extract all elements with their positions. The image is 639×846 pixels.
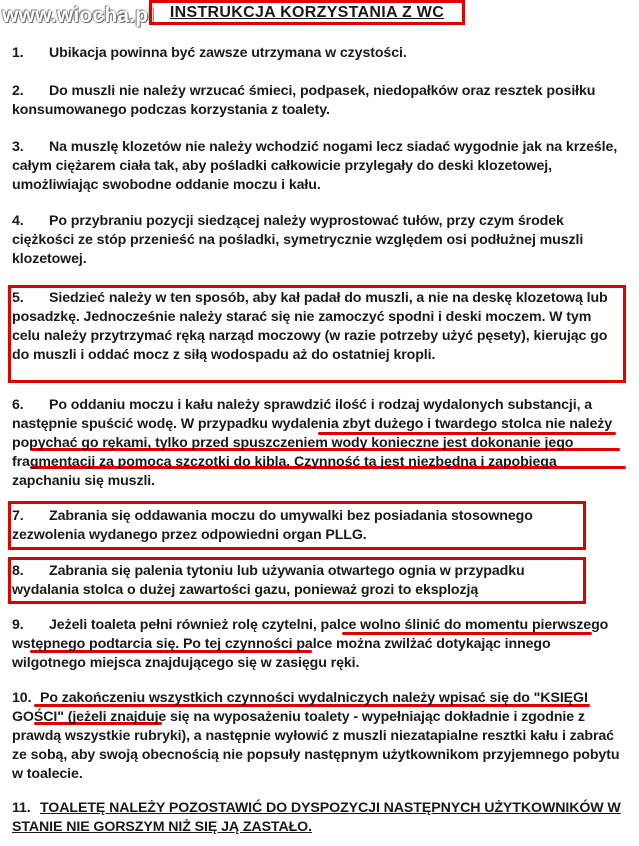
rule-text: Na muszlę klozetów nie należy wchodzić nogami lecz siadać wygodnie jak na krześle, całym ciężarem ciała tak, aby pośladki całkowicie przylegały do deski klozetowej, umożliwiając swobodne oddanie moczu i kału. [12,139,618,193]
rule-number: 8. [12,563,24,579]
rule-number: 10. [12,690,32,706]
rule-item-3 [12,138,624,195]
rule-item-8 [12,562,578,600]
document-title: INSTRUKCJA KORZYSTANIA Z WC [149,0,465,25]
rule-text: Zabrania się oddawania moczu do umywalki bez posiadania stosownego zezwolenia wydanego przez odpowiedni organ PLLG. [12,508,533,543]
rule-item-4 [12,212,624,269]
watermark-logo: www.wiocha.pl [2,4,155,27]
rule-text: Zabrania się palenia tytoniu lub używania otwartego ognia w przypadku wydalania stolca o dużej zawartości gazu, ponieważ grozi to eksplozją [12,563,525,598]
rule-item-2 [12,82,624,120]
rule-number: 9. [12,617,24,633]
rule-number: 1. [12,45,24,61]
rule-item-5 [12,289,616,365]
rule-text: TOALETĘ NALEŻY POZOSTAWIĆ DO DYSPOZYCJI NASTĘPNYCH UŻYTKOWNIKÓW W STANIE NIE GORSZYM NIŻ SIĘ JĄ ZASTAŁO. [12,800,621,835]
rule-text: Do muszli nie należy wrzucać śmieci, podpasek, niedopałków oraz resztek posiłku konsumowanego podczas korzystania z toalety. [12,83,596,118]
rule-item-10 [12,689,624,784]
rule-item-1 [12,44,624,63]
rule-number: 6. [12,397,24,413]
rule-text: Ubikacja powinna być zawsze utrzymana w czystości. [49,45,407,61]
rule-number: 3. [12,139,24,155]
rule-number: 4. [12,213,24,229]
rule-item-11 [12,799,624,837]
rule-number: 11. [12,800,31,816]
rule-text: Po oddaniu moczu i kału należy sprawdzić ilość i rodzaj wydalonych substancji, a następnie spuścić wodę. W przypadku wydalenia zbyt dużego i twardego stolca nie należy popychać go rękami, tylko przed spuszczeniem wody konieczne jest dokonanie jego fragmentacji za pomocą szczotki do kibla. Czynność ta jest niezbędna i zapobiega zapchaniu się muszli. [12,397,613,489]
rule-number: 2. [12,83,24,99]
rule-number: 5. [12,290,24,306]
rule-text: Jeżeli toaleta pełni również rolę czytelni, palce wolno ślinić do momentu pierwszego wstępnego podtarcia się. Po tej czynności palce można zwilżać dotykając innego wilgotnego miejsca znajdującego się w zasięgu ręki. [12,617,609,671]
rule-text: Po przybraniu pozycji siedzącej należy wyprostować tułów, przy czym środek ciężkości ze stóp przenieść na pośladki, symetrycznie względem osi podłużnej muszli klozetowej. [12,213,584,267]
rule-text: Siedzieć należy w ten sposób, aby kał padał do muszli, a nie na deskę klozetową lub posadzkę. Jednocześnie należy starać się nie zamoczyć spodni i deski moczem. W tym celu należy przytrzymać ręką narząd moczowy (w razie potrzeby użyć pęsety), kierując go do muszli i oddać mocz z siłą wodospadu aż do ostatniej kropli. [12,290,608,363]
rule-item-9 [12,616,624,673]
rule-text: Po zakończeniu wszystkich czynności wydalniczych należy wpisać się do "KSIĘGI GOŚCI" (jeżeli znajduje się na wyposażeniu toalety - wypełniając dokładnie i zgodnie z prawdą wszystkie rubryki), a następnie wyłowić z muszli niezatapialne resztki kału i zabrać ze sobą, aby swoją obecnością nie popsuły następnym użytkownikom przyjemnego pobytu w toalecie. [12,690,620,782]
rule-number: 7. [12,508,24,524]
rule-item-6 [12,396,624,491]
rule-item-7 [12,507,578,545]
